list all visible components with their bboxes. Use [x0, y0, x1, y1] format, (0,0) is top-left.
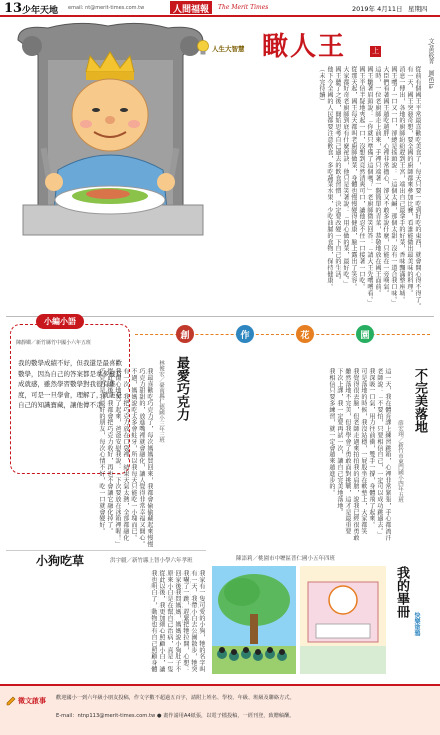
story-chocolate-column: 我傷心地哭了起來，爸爸安慰我說：「下次要放在冰箱裡喔！」: [114, 368, 121, 548]
main-story-column: 從前有個國王平常最喜歡吃美食了，每天只要一吃到好吃的東西，就會開心得不得了。: [414, 66, 421, 310]
story-dog-body: [10, 570, 206, 678]
story-chocolate-column: 有一次，我把巧克力放在口袋裡，結果天氣太熱，全部都融化: [122, 368, 129, 541]
story-chocolate-byline: 林俊宏／臺南縣仁德國小三年三班: [158, 360, 164, 443]
story-landing-column: 我深吸一口氣，用力往前衝，雙手一撐，身體飛了起來。: [368, 368, 375, 528]
story-chocolate-column: 巧克力是我最好的朋友，每次心情不好，吃一口就會變好。: [98, 368, 105, 535]
art-title: 我的畢冊: [394, 566, 409, 618]
left-lower-body: [12, 478, 92, 548]
story-landing-column: 我覺得很丟臉，但老師走過來拍拍我的肩膀，說我已經很勇敢: [352, 368, 359, 541]
masthead-logo: 人間福報: [170, 1, 212, 14]
art-tag: 快樂塗鴉: [413, 612, 420, 636]
banner-circle-3: 花: [296, 325, 314, 343]
banner-circle-2: 作: [236, 325, 254, 343]
story-dog-column: 有一天，我帶小白去公園散步，牠突: [190, 570, 197, 673]
series-badge-text: 人生大智慧: [212, 44, 245, 53]
story-dog-column: 我嚇了一跳，趕緊把牠拉開，心想：: [182, 570, 189, 673]
story-landing-column: 可是落地的時候，我沒站穩，一屁股坐在軟墊上，大家都笑: [360, 368, 367, 535]
story-landing-byline: 薛宏翊／新竹市東門國小四年五班: [397, 420, 403, 503]
main-story-column: 國王半信半疑地夾起一口，沒想到竟然清爽可口，讓他忍不住一口接著一口吃。: [358, 66, 365, 290]
main-story-column: 大家都好奇老廚師到底有什麼祕訣，他只是笑著說：「用心做的菜，最好吃。」: [342, 66, 349, 287]
header-date: 2019年 4月11日: [352, 5, 403, 13]
main-story-column: 國王聽了之後，開始思考自己過去的飲食習慣，決定要改變一下自己的生活。: [334, 66, 341, 284]
story-chocolate-body: [98, 368, 154, 548]
story-landing-body: [212, 368, 392, 546]
story-landing-column: 下次上課，我一定要再試一次，讓自己完美地落地。: [336, 368, 343, 516]
footer-line-1: 歡迎國小一到六年級小朋友投稿，作文字數不超過五百字，請附上姓名、學校、年級、班級及聯絡方式。: [56, 695, 295, 701]
section-name: 少年天地: [22, 6, 59, 16]
king-illustration: [8, 20, 218, 245]
drawing-artwork: [212, 566, 386, 674]
story-dog-column: 回家後我問媽媽，媽媽說小狗肚子不: [174, 570, 181, 673]
series-badge: [196, 40, 245, 56]
story-chocolate-column: 巧克力甜甜的，放進嘴裡就會融化，讓人覺得非常幸福又開心。: [138, 368, 145, 548]
footer-line-2: E-mail：ntnp113@merit-times.com.tw ● 畫作請用A4紙張，以電子檔投稿，一經刊登，致贈稿酬。: [56, 713, 295, 719]
main-story-column: 消息一傳出，各地的廚師紛紛趕到王宮，端出自己最拿手的好菜，香味飄滿整座城。: [398, 66, 405, 303]
header-weekday: 星期四: [408, 5, 428, 13]
main-story-part-badge: 上: [372, 47, 379, 55]
lower-divider: [6, 550, 206, 551]
story-dog-column: 我家有一隻可愛的小狗，牠的名字叫: [198, 570, 205, 673]
story-dog-column: 原來小白是在幫自己治病，真是一隻: [166, 570, 173, 673]
story-landing-column: 雖然落地不完美，但我學會了勇敢面對挑戰，這才是最重要: [344, 368, 351, 535]
main-story-column: 國王皺著眉頭說：「你就只準備了這個嗎？」老廚師微笑回答：「請大王先嚐嚐看。」: [366, 66, 373, 307]
story-landing-column: 我相信只要多練習，就一定會越來越進步的。: [328, 368, 335, 496]
main-story-byline: 文/黃筱菁 圖/Ella: [427, 38, 434, 89]
main-story-column: 有一天，國王突發奇想，要全國的廚師都來參加比賽，看誰能做出最美味的料理。: [406, 66, 413, 297]
story-landing-column: 老師說：「不要怕，只要相信自己，一定可以成功跳過去。」: [376, 368, 383, 538]
main-story-column: （未完待續）: [318, 66, 325, 105]
footer-label: 徵文啟事: [6, 696, 46, 706]
banner-circle-1: 創: [176, 325, 194, 343]
masthead-en: The Merit Times: [218, 4, 269, 11]
lightbulb-icon: [196, 40, 210, 56]
teacher-note-label: 小編小語: [36, 314, 84, 329]
main-story-column: 他下令全國的人民都要注意飲食，多吃蔬菜水果，少吃油膩的食物，保持健康。: [326, 66, 333, 290]
story-dog-title: 小狗吃草: [36, 554, 85, 568]
story-chocolate-column: 不過，媽媽說吃太多會蛀牙，所以我每天只能吃一小塊而已。: [130, 368, 137, 541]
story-dog-column: 我也明白了，動物也有自己照顧身體: [150, 570, 157, 673]
main-story-column: 從那天起，國王每天都叫老廚師做菜，身體也慢慢變得健康，臉上露出了笑容。: [350, 66, 357, 290]
art-caption: 陳語莉／桃園市中壢區普仁國小五年四班: [236, 556, 336, 562]
story-dog-column: 從此以後，我更加細心照顧小白，讓: [158, 570, 165, 673]
teacher-note-author: 陳靜嫺／新竹縣竹中國小六年五班: [16, 340, 92, 346]
main-story-column: 這時，一位老廚師走上前來，手裡只端著一盤簡單的青菜，恭敬地放在國王面前。: [374, 66, 381, 297]
banner-circle-4: 園: [356, 325, 374, 343]
main-story-column: 國王嚐了一口又一口，卻總是搖頭說：「這個太鹹，那個太甜，沒有一道合我口味。」: [390, 66, 397, 307]
main-story-column: 大臣們看著國王越吃越胖，心裡非常擔心，卻又不敢多說什麼，只能在一旁嘆氣。: [382, 66, 389, 297]
story-chocolate-column: 我最喜歡吃巧克力了，每次媽媽買回來，我都會偷偷藏起來慢慢: [146, 368, 153, 548]
pencil-icon: [6, 696, 16, 706]
page-number: 13: [4, 1, 23, 16]
main-story-title: 瞰人王: [262, 32, 347, 62]
story-chocolate-column: 從此以後，我都會把巧克力收好，再也不會讓它融化掉了。: [106, 368, 113, 535]
story-landing-column: 這一天，我在體育課上練習跳箱，心裡非常緊張，手心都流汗: [384, 368, 391, 541]
main-story-body: [220, 66, 422, 312]
page-header: [0, 0, 440, 17]
story-landing-title: 不完美落地: [412, 368, 427, 433]
header-email: email: nt@merit-times.com.tw: [68, 5, 145, 11]
story-chocolate-title: 最愛巧克力: [174, 356, 189, 421]
footer: [0, 684, 440, 735]
story-dog-byline: 洪宇疆／新竹縣上智小學六年孝班: [110, 558, 193, 564]
teacher-note-text: 我的數學成績不好，但我還是最喜歡數學，因為自己的答案都是拿多樣有成就感，雖然學習數學對我很有難度，可是一旦學會，理解了，就能是自己的知識寶藏，讓他傳不走。: [18, 359, 122, 409]
